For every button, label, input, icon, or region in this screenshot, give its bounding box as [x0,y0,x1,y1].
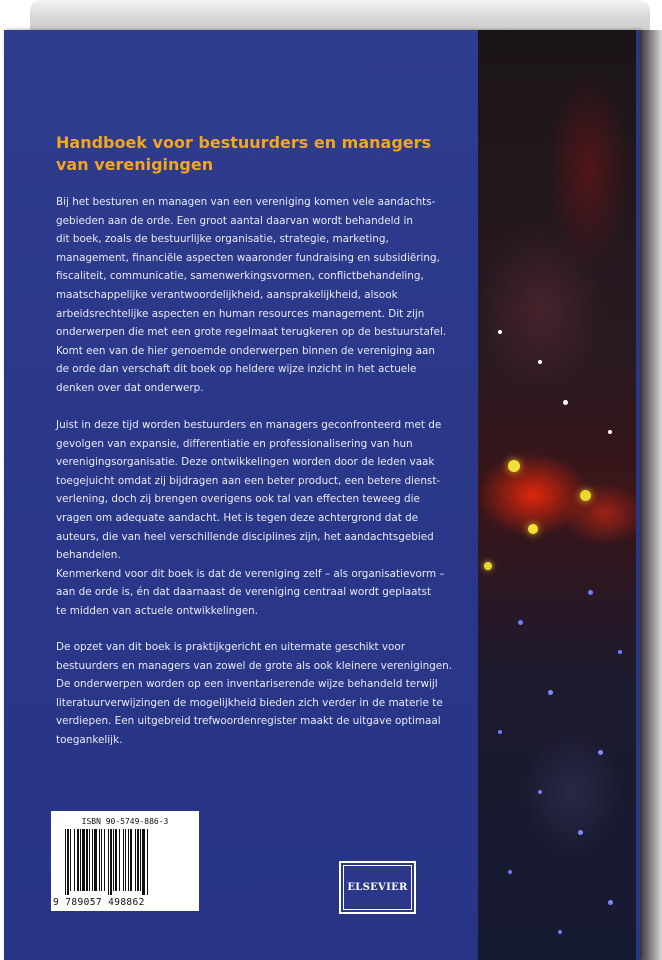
barcode-label [51,811,199,911]
barcode-bar [110,829,112,895]
light-dot [578,830,583,835]
barcode-icon [65,829,187,895]
blurb-line: arbeidsrechtelijke aspecten en human resources management. Dit zijn [56,307,425,320]
blurb-line: verenigingsorganisatie. Deze ontwikkelingen worden door de leden vaak [56,456,435,469]
blurb-paragraph-1 [56,193,466,398]
barcode-bar [92,829,93,891]
cover-title-line: van verenigingen [56,155,214,174]
blurb-paragraph-2 [56,416,466,621]
blurb-line: onderwerpen die met een grote regelmaat terugkeren op de bestuurstafel. [56,326,447,339]
light-dot [558,930,562,934]
blurb-line: denken over dat onderwerp. [56,381,204,394]
barcode-bar [125,829,126,891]
blurb-line: De onderwerpen worden op een inventariserende wijze behandeld terwijl [56,678,438,691]
light-dot [498,730,502,734]
light-dot [580,490,591,501]
light-dot [484,562,492,570]
light-dot [508,460,520,472]
barcode-bar [128,829,129,891]
light-dot [598,750,603,755]
barcode-bar [104,829,105,891]
light-dot [608,900,613,905]
barcode-bar [147,829,148,895]
light-dot [618,650,622,654]
isbn-number: ISBN 90-5749-886-3 [81,817,169,826]
blurb-line: gevolgen van expansie, differentiatie en professionalisering van hun [56,437,413,450]
barcode-bar [89,829,90,891]
light-dot [518,620,523,625]
blurb-line: dit boek, zoals de bestuurlijke organisatie, strategie, marketing, [56,233,389,246]
blurb-line: gebieden aan de orde. Een groot aantal daarvan wordt behandeld in [56,214,413,227]
light-dot [528,524,538,534]
blurb-line: Juist in deze tijd worden bestuurders en managers geconfronteerd met de [56,419,442,431]
blurb-line: bestuurders en managers van zowel de grote als ook kleinere verenigingen. [56,659,453,672]
light-dot [608,430,612,434]
barcode-digits: 9 789057 498862 [53,897,145,908]
blurb-line: Komt een van de hier genoemde onderwerpen binnen de vereniging aan [56,344,435,357]
light-dot [563,400,568,405]
blurb-line: de orde dan verschaft dit boek op heldere wijze inzicht in het actuele [56,363,417,376]
barcode-bar [65,829,66,895]
blurb-line: te midden van actuele ontwikkelingen. [56,604,259,617]
blurb-line: vragen om adequate aandacht. Het is tegen deze achtergrond dat de [56,511,419,524]
cover-title [56,132,456,176]
blurb-line: verlening, doch zij brengen overigens ook tal van effecten teweeg die [56,493,420,506]
barcode-bar [119,829,120,891]
barcode-bar [142,829,145,895]
cover-title-line: Handboek voor bestuurders en managers [56,133,432,152]
blurb-line: literatuurverwijzingen de mogelijkheid bieden zich verder in de materie te [56,696,443,709]
blurb-line: behandelen. [56,549,121,562]
light-dot [498,330,502,334]
blurb-line: aan de orde is, én dat daarnaast de vereniging centraal wordt geplaatst [56,586,432,599]
light-dot [538,790,542,794]
blurb-line: maatschappelijke verantwoordelijkheid, aansprakelijkheid, alsook [56,288,398,301]
photo-strip [478,30,636,960]
barcode-bar [130,829,132,891]
barcode-bar [140,829,141,891]
blurb-line: management, financiële aspecten waaronder fundraising en subsidiëring, [56,251,440,264]
barcode-bar [80,829,81,891]
barcode-bar [108,829,109,895]
barcode-bar [82,829,85,891]
light-dot [588,590,593,595]
blurb-paragraph-3 [56,638,466,750]
barcode-bar [70,829,71,891]
blurb-line: toegankelijk. [56,733,123,746]
blurb-line: fiscaliteit, communicatie, samenwerkingsvormen, conflictbehandeling, [56,270,424,283]
barcode-bar [135,829,136,891]
barcode-bar [74,829,75,891]
barcode-bar [115,829,117,891]
barcode-bar [101,829,102,891]
blurb-line: auteurs, die van heel verschillende disciplines zijn, het aandachtsgebied [56,530,434,543]
light-dot [508,870,512,874]
publisher-logo [339,861,416,914]
barcode-bar [99,829,100,891]
light-dot [538,360,542,364]
barcode-bar [67,829,69,895]
blurb-line: De opzet van dit boek is praktijkgericht en uitermate geschikt voor [56,641,406,653]
light-dot [548,690,553,695]
barcode-bar [123,829,124,891]
blurb-line: Kenmerkend voor dit boek is dat de vereniging zelf – als organisatievorm – [56,567,445,580]
blurb-line: toegejuicht omdat zij bijdragen aan een beter product, een betere dienst- [56,474,441,487]
barcode-bar [77,829,79,891]
publisher-logo-frame [343,865,412,910]
barcode-bar [94,829,97,891]
publisher-logo-text: ELSEVIER [347,882,408,893]
barcode-bar [137,829,139,891]
blurb-line: verdiepen. Een uitgebreid trefwoordenregister maakt de uitgave optimaal [56,715,441,728]
barcode-bar [86,829,88,891]
blurb-line: Bij het besturen en managen van een vereniging komen vele aandachts- [56,196,436,208]
barcode-bar [113,829,114,891]
